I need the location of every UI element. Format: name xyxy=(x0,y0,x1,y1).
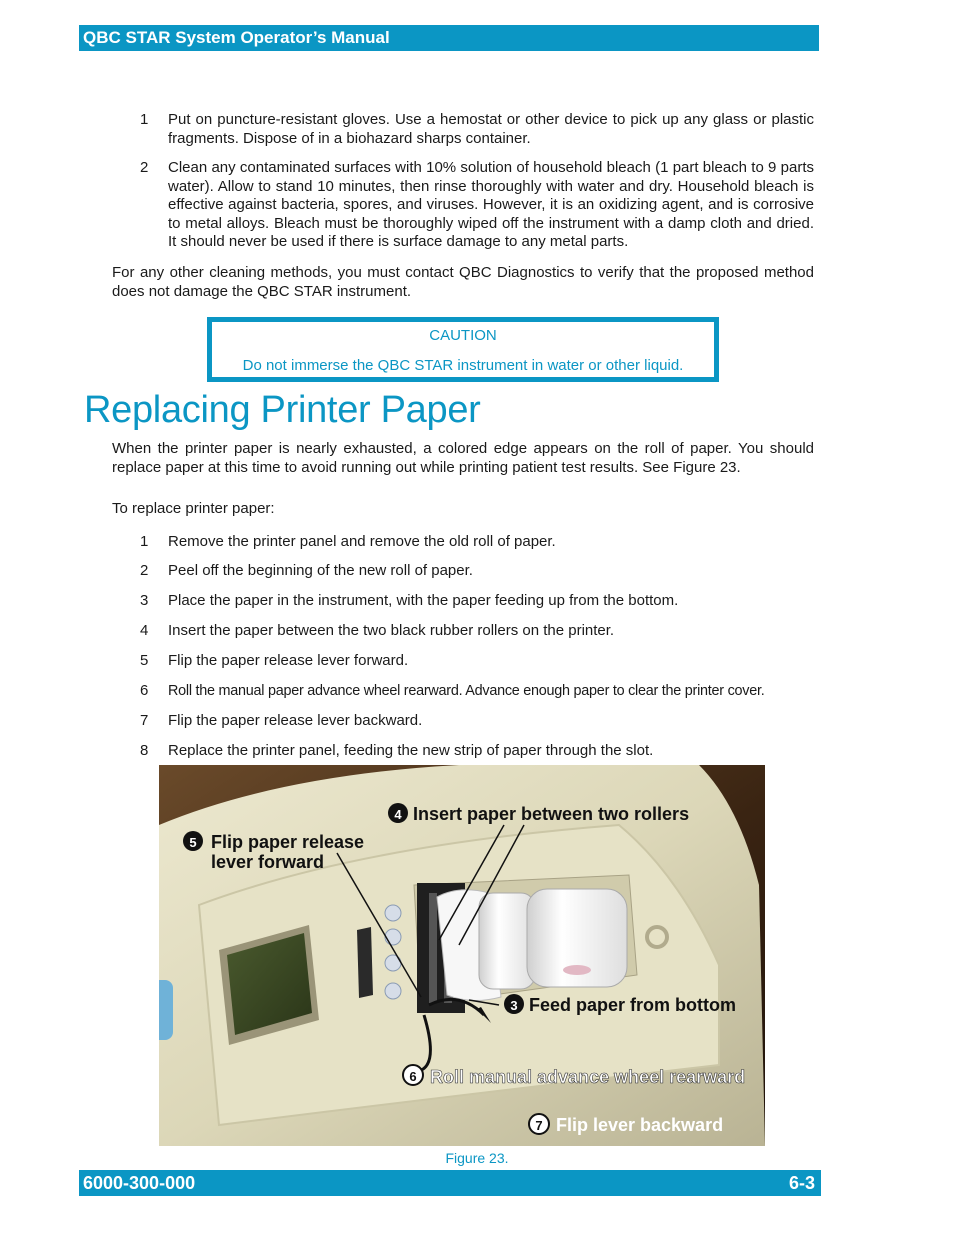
step-text: Clean any contaminated surfaces with 10% solution of household bleach (1 part bleach to 9 parts water). Allow to stand 10 minutes, then rinse thoroughly with water and dry. Household bleach is effective against bacteria, spores, and viruses. However, it is an oxidizing agent, and is corrosive to metal alloys. Bleach must be thoroughly wiped off the instrument with a damp cloth and dried. It should never be used if there is surface damage to any metal parts. xyxy=(168,159,814,251)
callout-flip-forward-line1: Flip paper release xyxy=(211,832,365,852)
panel-slot xyxy=(357,927,373,998)
replace-step xyxy=(140,562,814,582)
step-text: Flip the paper release lever forward. xyxy=(168,652,409,669)
section-title: Replacing Printer Paper xyxy=(84,389,481,431)
page-number: 6-3 xyxy=(788,1173,815,1193)
replace-step xyxy=(140,712,814,732)
step-text: Insert the paper between the two black rubber rollers on the printer. xyxy=(168,622,615,639)
caution-box xyxy=(207,317,719,382)
callout-roll-wheel: Roll manual advance wheel rearward xyxy=(430,1067,746,1087)
callout-insert-paper: Insert paper between two rollers xyxy=(413,804,690,824)
running-footer xyxy=(79,1170,821,1196)
document-number: 6000-300-000 xyxy=(83,1173,196,1193)
callout-number: 3 xyxy=(510,998,518,1013)
step-number: 7 xyxy=(140,712,149,729)
step-number: 4 xyxy=(140,622,149,639)
intro-paragraph: When the printer paper is nearly exhausted, a colored edge appears on the roll of paper. You should replace paper at this time to avoid running out while printing patient test results. See Figure 23. xyxy=(112,440,814,476)
step-number: 3 xyxy=(140,592,149,609)
procedure-subhead: To replace printer paper: xyxy=(112,500,275,517)
callout-flip-backward: Flip lever backward xyxy=(556,1115,724,1135)
replace-step xyxy=(140,622,814,642)
callout-flip-forward-line2: lever forward xyxy=(211,852,325,872)
caution-title: CAUTION xyxy=(429,327,497,344)
step-text: Remove the printer panel and remove the old roll of paper. xyxy=(168,533,556,550)
step-number: 5 xyxy=(140,652,149,669)
step-text: Replace the printer panel, feeding the new strip of paper through the slot. xyxy=(168,742,654,759)
replace-step xyxy=(140,592,814,612)
step-number: 8 xyxy=(140,742,149,759)
printer-figure xyxy=(159,765,765,1146)
step-text: Flip the paper release lever backward. xyxy=(168,712,423,729)
cleaning-step xyxy=(140,159,814,254)
manual-title: QBC STAR System Operator’s Manual xyxy=(83,28,390,47)
running-header xyxy=(79,25,819,51)
keypad-button xyxy=(385,905,401,921)
step-number: 2 xyxy=(140,562,149,579)
roll-core xyxy=(563,965,591,975)
keypad-button xyxy=(385,929,401,945)
replace-step xyxy=(140,682,814,702)
rubber-roller xyxy=(429,893,437,1003)
callout-number: 5 xyxy=(189,835,197,850)
step-text: Peel off the beginning of the new roll of paper. xyxy=(168,562,473,579)
callout-number: 6 xyxy=(409,1069,417,1084)
keypad-button xyxy=(385,983,401,999)
printer-photo xyxy=(159,765,765,1146)
step-number: 6 xyxy=(140,682,149,699)
replace-step xyxy=(140,742,814,762)
replace-step xyxy=(140,533,814,553)
caution-text: Do not immerse the QBC STAR instrument in water or other liquid. xyxy=(242,357,684,374)
step-number: 2 xyxy=(140,159,149,176)
step-text: Put on puncture-resistant gloves. Use a hemostat or other device to pick up any glass or plastic fragments. Dispose of in a biohazard sharps container. xyxy=(168,111,814,147)
step-number: 1 xyxy=(140,533,149,550)
callout-number: 7 xyxy=(535,1118,543,1133)
other-methods-paragraph: For any other cleaning methods, you must contact QBC Diagnostics to verify that the proposed method does not damage the QBC STAR instrument. xyxy=(112,264,814,300)
step-text: Place the paper in the instrument, with the paper feeding up from the bottom. xyxy=(168,592,679,609)
callout-number: 4 xyxy=(394,807,402,822)
step-text: Roll the manual paper advance wheel rearward. Advance enough paper to clear the printer cover. xyxy=(168,683,765,699)
replace-step xyxy=(140,652,814,672)
cleaning-step xyxy=(140,111,814,151)
figure-caption: Figure 23. xyxy=(445,1150,509,1166)
side-tab xyxy=(159,980,173,1040)
step-number: 1 xyxy=(140,111,149,128)
callout-feed-paper: Feed paper from bottom xyxy=(529,995,737,1015)
